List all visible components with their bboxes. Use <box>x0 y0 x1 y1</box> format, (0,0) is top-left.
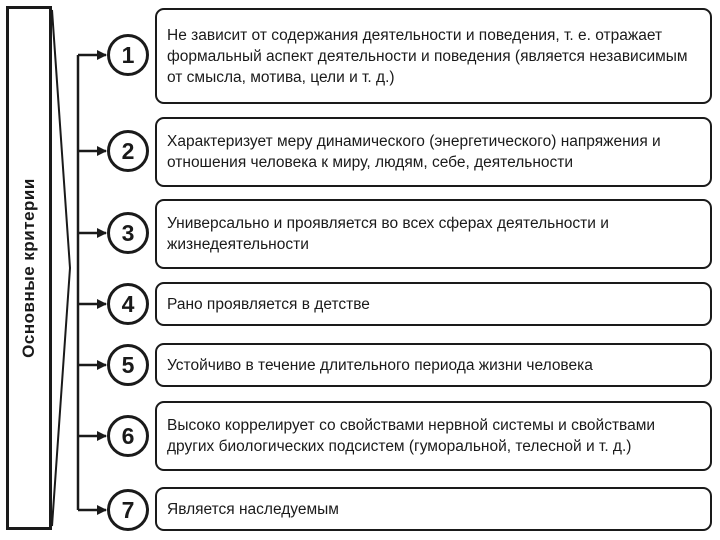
criterion-number-3: 3 <box>107 212 149 254</box>
criterion-number-2: 2 <box>107 130 149 172</box>
criterion-box-4 <box>155 282 712 326</box>
criterion-text-7: Является наследуемым <box>167 500 339 518</box>
criterion-text-3: Универсально и проявляется во всех сферах деятельности и жизнедеятельности <box>167 215 609 253</box>
criterion-box-3 <box>155 199 712 269</box>
criterion-text-5: Устойчиво в течение длительного периода жизни человека <box>167 356 593 374</box>
criterion-box-2 <box>155 117 712 187</box>
criterion-number-7: 7 <box>107 489 149 531</box>
bracket-line <box>52 10 70 526</box>
criterion-text-1: Не зависит от содержания деятельности и поведения, т. е. отражает формальный аспект деятельности и поведения (является независимым от смысла, мотива, цели и т. д.) <box>167 26 688 86</box>
criterion-text-6: Высоко коррелирует со свойствами нервной системы и свойствами других биологических подсистем (гуморальной, телесной и т. д.) <box>167 417 656 455</box>
criterion-number-6: 6 <box>107 415 149 457</box>
criterion-number-1: 1 <box>107 34 149 76</box>
criterion-box-7 <box>155 487 712 531</box>
criterion-box-1 <box>155 8 712 104</box>
criterion-number-5: 5 <box>107 344 149 386</box>
criterion-text-2: Характеризует меру динамического (энергетического) напряжения и отношения человека к миру, людям, себе, деятельности <box>167 133 661 171</box>
criteria-header-label: Основные критерии <box>19 178 38 358</box>
criterion-box-5 <box>155 343 712 387</box>
criterion-box-6 <box>155 401 712 471</box>
criterion-number-4: 4 <box>107 283 149 325</box>
criterion-text-4: Рано проявляется в детстве <box>167 295 370 313</box>
